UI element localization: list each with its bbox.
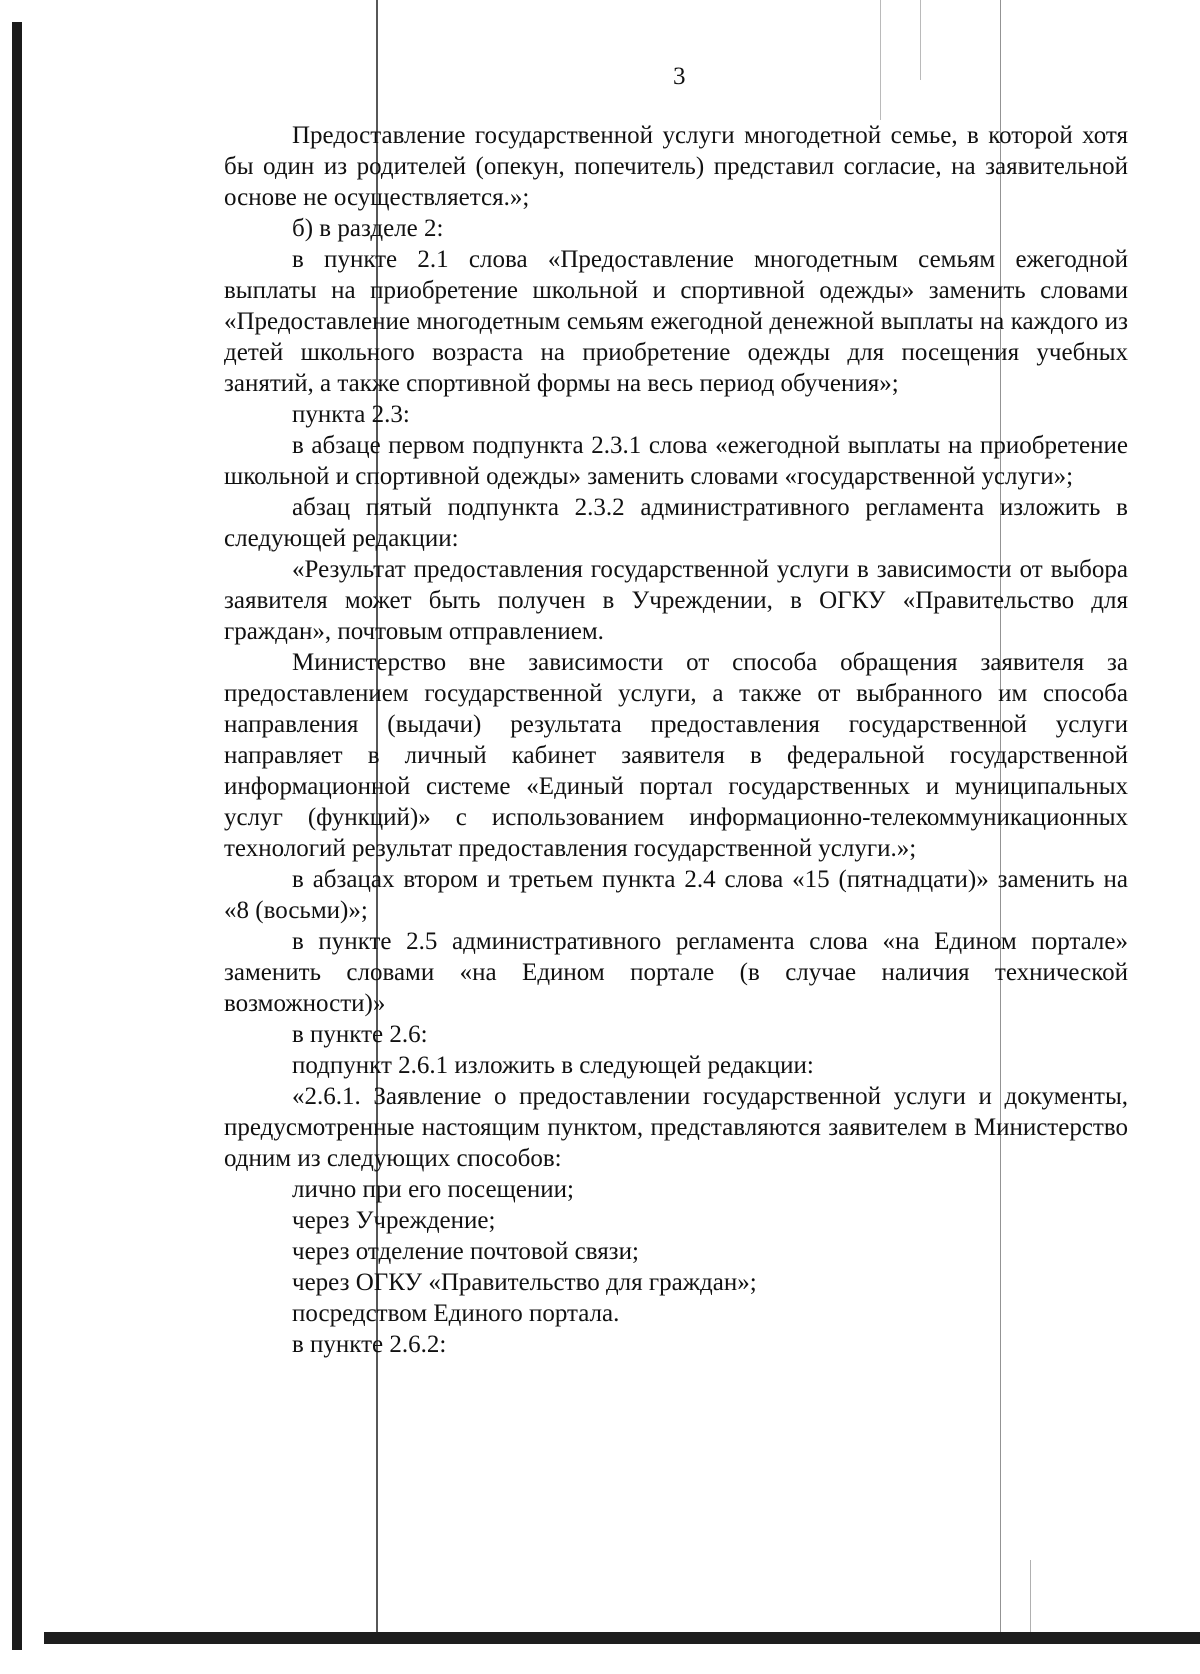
scan-fold-line: [1030, 1560, 1031, 1632]
paragraph: в пункте 2.1 слова «Предоставление многодетным семьям ежегодной выплаты на приобретение школьной и спортивной одежды» заменить словами «Предоставление многодетным семьям ежегодной денежной выплаты на каждого из детей школьного возраста на приобретение одежды для посещения учебных занятий, а также спортивной формы на весь период обучения»;: [224, 246, 1128, 397]
scan-border-left: [12, 22, 22, 1650]
page-number: 3: [673, 63, 686, 90]
paragraph: б) в разделе 2:: [292, 215, 444, 242]
paragraph: в абзаце первом подпункта 2.3.1 слова «ежегодной выплаты на приобретение школьной и спортивной одежды» заменить словами «государственной услуги»;: [224, 432, 1128, 490]
list-item: посредством Единого портала.: [292, 1300, 620, 1327]
list-item: лично при его посещении;: [292, 1176, 574, 1203]
paragraph: в пункте 2.5 административного регламента слова «на Едином портале» заменить словами «на Едином портале (в случае наличия технической возможности)»: [224, 928, 1128, 1017]
paragraph: Предоставление государственной услуги многодетной семье, в которой хотя бы один из родителей (опекун, попечитель) представил согласие, на заявительной основе не осуществляется.»;: [224, 122, 1128, 211]
scan-fold-line: [880, 0, 881, 120]
paragraph: «2.6.1. Заявление о предоставлении государственной услуги и документы, предусмотренные настоящим пунктом, представляются заявителем в Министерство одним из следующих способов:: [224, 1083, 1128, 1172]
paragraph: в пункте 2.6.2:: [292, 1331, 447, 1358]
paragraph: «Результат предоставления государственной услуги в зависимости от выбора заявителя может быть получен в Учреждении, в ОГКУ «Правительство для граждан», почтовым отправлением.: [224, 556, 1128, 645]
paragraph: абзац пятый подпункта 2.3.2 административного регламента изложить в следующей редакции:: [224, 494, 1128, 552]
document-body: [224, 120, 1128, 1360]
paragraph: в пункте 2.6:: [292, 1021, 428, 1048]
list-item: через отделение почтовой связи;: [292, 1238, 639, 1265]
paragraph: пункта 2.3:: [292, 401, 410, 428]
list-item: через Учреждение;: [292, 1207, 496, 1234]
list-item: через ОГКУ «Правительство для граждан»;: [292, 1269, 757, 1296]
scan-border-bottom: [44, 1632, 1200, 1644]
scan-fold-line: [920, 0, 921, 80]
paragraph: в абзацах втором и третьем пункта 2.4 слова «15 (пятнадцати)» заменить на «8 (восьми)»;: [224, 866, 1128, 924]
paragraph: подпункт 2.6.1 изложить в следующей редакции:: [292, 1052, 814, 1079]
paragraph: Министерство вне зависимости от способа обращения заявителя за предоставлением государственной услуги, а также от выбранного им способа направления (выдачи) результата предоставления государственной услуги направляет в личный кабинет заявителя в федеральной государственной информационной системе «Единый портал государственных и муниципальных услуг (функций)» с использованием информационно-телекоммуникационных технологий результат предоставления государственной услуги.»;: [224, 649, 1128, 862]
